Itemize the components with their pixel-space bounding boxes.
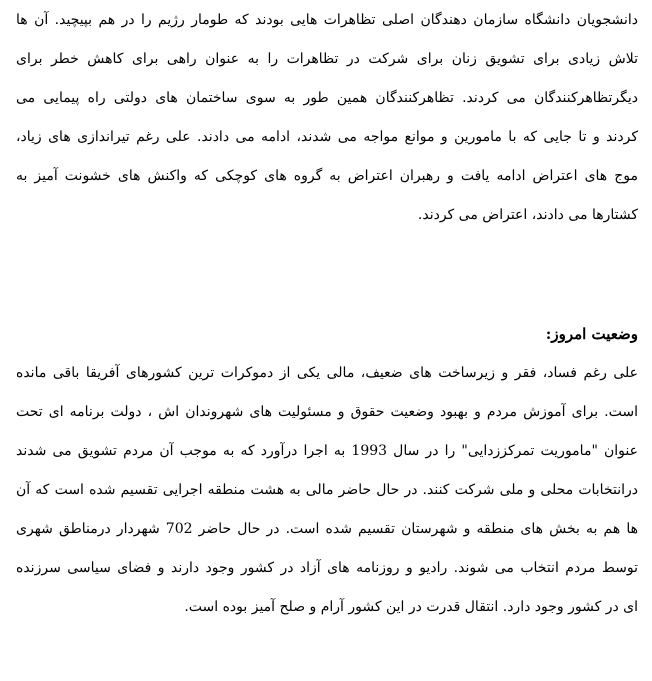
paragraph-2-line-5: ها هم به بخش های منطقه و شهرستان تقسیم شده است. در حال حاضر 702 شهردار درمناطق شهری [16, 521, 639, 537]
paragraph-1-line-4: کردند و تا جایی که با مامورین و موانع مواجه می شدند، ادامه می دادند. علی رغم تیراندازی های زیاد، [16, 129, 638, 145]
paragraph-2-line-7: ای در کشور وجود دارد. انتقال قدرت در این کشور آرام و صلح آمیز بوده است. [184, 599, 638, 615]
paragraph-1-line-5: موج های اعتراض ادامه یافت و رهبران اعتراض به گروه های کوچکی که واکنش های خشونت آمیز به [16, 168, 638, 184]
paragraph-2-line-3: عنوان "ماموریت تمرکززدایی" را در سال 1993 به اجرا درآورد که به موجب آن مردم تشویق می شدند [16, 443, 638, 459]
paragraph-1-line-3: دیگرتظاهرکنندگان می کردند. تظاهرکنندگان همین طور به سوی ساختمان های دولتی راه پیمایی می [16, 90, 638, 106]
paragraph-1-line-6: کشتارها می دادند، اعتراض می کردند. [417, 207, 638, 223]
section-heading: وضعیت امروز: [545, 325, 638, 343]
paragraph-2-line-6: توسط مردم انتخاب می شوند. رادیو و روزنامه های آزاد در کشور وجود دارند و فضای سیاسی سرزنده [16, 560, 638, 576]
paragraph-1-line-1: دانشجویان دانشگاه سازمان دهندگان اصلی تظاهرات هایی بودند که طومار رژیم را در هم بپیچید. آن ها [16, 12, 638, 28]
paragraph-2-line-1: علی رغم فساد، فقر و زیرساخت های ضعیف، مالی یکی از دموکرات ترین کشورهای آفریقا باقی مانده [16, 365, 638, 381]
paragraph-2-line-2: است. برای آموزش مردم و بهبود وضعیت حقوق و مسئولیت های شهروندان اش ، دولت برنامه ای تحت [16, 404, 638, 420]
paragraph-2-line-4: درانتخابات محلی و ملی شرکت کنند. در حال حاضر مالی به هشت منطقه اجرایی تقسیم شده است که آن [16, 482, 638, 498]
paragraph-1-line-2: تلاش زیادی برای تشویق زنان برای شرکت در تظاهرات را به عنوان راهی برای کاهش خطر برای [16, 51, 638, 67]
